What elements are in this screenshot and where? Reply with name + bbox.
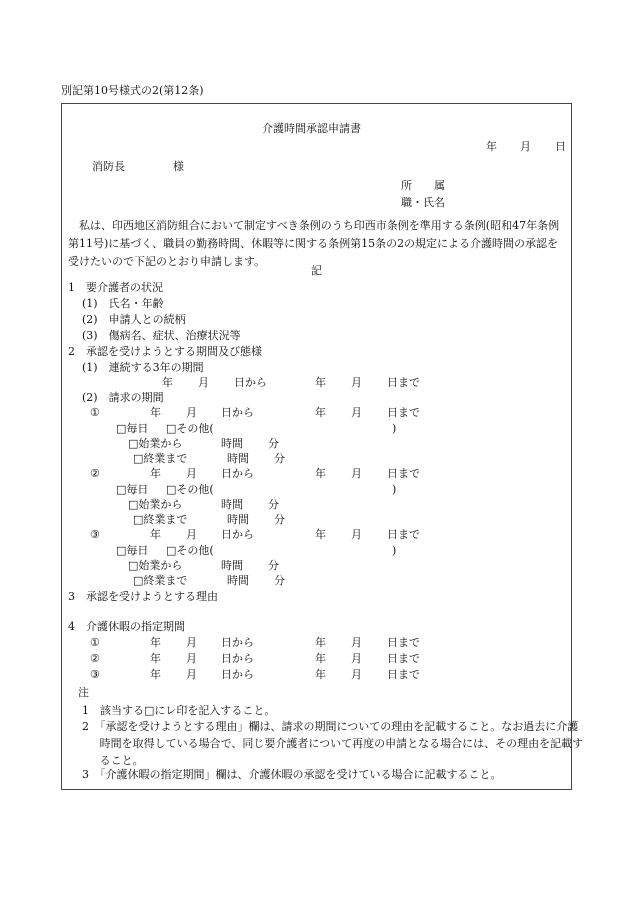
hours-label: 時間 — [221, 437, 243, 450]
section1-item: (1) 氏名・年齢 — [82, 297, 164, 310]
header-reference: 別記第10号様式の2(第12条) — [61, 84, 204, 97]
minutes-label: 分 — [268, 498, 279, 511]
to-end-checkbox[interactable]: □終業まで — [133, 513, 188, 526]
notes-heading: 注 — [78, 686, 89, 699]
period-year: 年 — [150, 668, 161, 681]
ki-heading: 記 — [311, 264, 322, 277]
section4-title: 4 介護休暇の指定期間 — [68, 620, 185, 633]
applicant-affiliation: 所 属 — [401, 179, 445, 192]
period-to: 日まで — [387, 467, 420, 480]
note-item: 3 「介護休暇の指定期間」欄は、介護休暇の承認を受けている場合に記載すること。 — [82, 768, 502, 781]
hours-label: 時間 — [227, 574, 249, 587]
period-month: 月 — [351, 528, 362, 541]
period-from: 日から — [221, 636, 254, 649]
intro-paragraph: 私は、印西地区消防組合において制定すべき条例のうち印西市条例を準用する条例(昭和47年条例第11号)に基づく、職員の勤務時間、休暇等に関する条例第15条の2の規定による介護時間の承認を受けたいので下記のとおり申請します。 — [68, 219, 560, 268]
other-checkbox[interactable]: □その他( — [166, 483, 214, 496]
section1-title: 1 要介護者の状況 — [68, 281, 163, 294]
hours-label: 時間 — [221, 498, 243, 511]
date-day: 日 — [555, 140, 566, 153]
period-month: 月 — [351, 636, 362, 649]
period-month: 月 — [186, 467, 197, 480]
request-marker: ③ — [90, 528, 100, 541]
period-year: 年 — [315, 376, 326, 389]
period-month: 月 — [351, 668, 362, 681]
hours-label: 時間 — [227, 452, 249, 465]
every-day-checkbox[interactable]: □毎日 — [116, 483, 149, 496]
period-year: 年 — [315, 668, 326, 681]
period-from: 日から — [234, 376, 267, 389]
minutes-label: 分 — [268, 559, 279, 572]
period-month: 月 — [186, 636, 197, 649]
period-year: 年 — [150, 467, 161, 480]
applicant-position-name: 職・氏名 — [401, 196, 445, 209]
period-month: 月 — [186, 406, 197, 419]
period-from: 日から — [221, 668, 254, 681]
hours-label: 時間 — [221, 559, 243, 572]
period-to: 日まで — [387, 406, 420, 419]
request-marker: ② — [90, 467, 100, 480]
period-month: 月 — [351, 467, 362, 480]
period-to: 日まで — [387, 652, 420, 665]
other-checkbox[interactable]: □その他( — [166, 422, 214, 435]
period-year: 年 — [315, 406, 326, 419]
period-from: 日から — [221, 528, 254, 541]
period-year: 年 — [150, 636, 161, 649]
from-start-checkbox[interactable]: □始業から — [128, 559, 183, 572]
period-from: 日から — [221, 467, 254, 480]
period-year: 年 — [162, 376, 173, 389]
from-start-checkbox[interactable]: □始業から — [128, 437, 183, 450]
form-title: 介護時間承認申請書 — [262, 122, 361, 135]
other-checkbox[interactable]: □その他( — [166, 544, 214, 557]
date-year: 年 — [486, 140, 497, 153]
section1-item: (3) 傷病名、症状、治療状況等 — [82, 329, 241, 342]
hours-label: 時間 — [227, 513, 249, 526]
minutes-label: 分 — [274, 452, 285, 465]
every-day-checkbox[interactable]: □毎日 — [116, 422, 149, 435]
period-to: 日まで — [387, 636, 420, 649]
period-month: 月 — [186, 652, 197, 665]
leave-marker: ① — [90, 636, 100, 649]
leave-marker: ③ — [90, 668, 100, 681]
minutes-label: 分 — [274, 574, 285, 587]
period-year: 年 — [315, 636, 326, 649]
note-item: 2 「承認を受けようとする理由」欄は、請求の期間についての理由を記載すること。なお過去に介護時間を取得している場合で、同じ要介護者について再度の申請となる場合には、その理由を記載すること。 — [82, 720, 584, 767]
period-year: 年 — [315, 467, 326, 480]
period-to: 日まで — [387, 528, 420, 541]
period-from: 日から — [221, 406, 254, 419]
period-year: 年 — [150, 528, 161, 541]
note-item: 1 該当する□にレ印を記入すること。 — [82, 704, 276, 717]
period-month: 月 — [186, 528, 197, 541]
close-paren: ) — [392, 422, 397, 435]
addressee-role: 消防長 — [92, 160, 125, 173]
request-marker: ① — [90, 406, 100, 419]
period-from: 日から — [221, 652, 254, 665]
period-to: 日まで — [387, 668, 420, 681]
section3-title: 3 承認を受けようとする理由 — [68, 590, 218, 603]
to-end-checkbox[interactable]: □終業まで — [133, 574, 188, 587]
period-year: 年 — [150, 652, 161, 665]
section2-sub2: (2) 請求の期間 — [82, 391, 164, 404]
to-end-checkbox[interactable]: □終業まで — [133, 452, 188, 465]
addressee-honorific: 様 — [173, 160, 184, 173]
period-year: 年 — [150, 406, 161, 419]
section2-sub1: (1) 連続する3年の期間 — [82, 361, 204, 374]
period-month: 月 — [351, 406, 362, 419]
from-start-checkbox[interactable]: □始業から — [128, 498, 183, 511]
every-day-checkbox[interactable]: □毎日 — [116, 544, 149, 557]
period-year: 年 — [315, 528, 326, 541]
leave-marker: ② — [90, 652, 100, 665]
period-to: 日まで — [387, 376, 420, 389]
close-paren: ) — [392, 483, 397, 496]
period-month: 月 — [351, 376, 362, 389]
section1-item: (2) 申請人との続柄 — [82, 313, 186, 326]
section2-title: 2 承認を受けようとする期間及び態様 — [68, 345, 262, 358]
period-year: 年 — [315, 652, 326, 665]
minutes-label: 分 — [268, 437, 279, 450]
close-paren: ) — [392, 544, 397, 557]
period-month: 月 — [198, 376, 209, 389]
minutes-label: 分 — [274, 513, 285, 526]
date-month: 月 — [520, 140, 531, 153]
period-month: 月 — [186, 668, 197, 681]
period-month: 月 — [351, 652, 362, 665]
